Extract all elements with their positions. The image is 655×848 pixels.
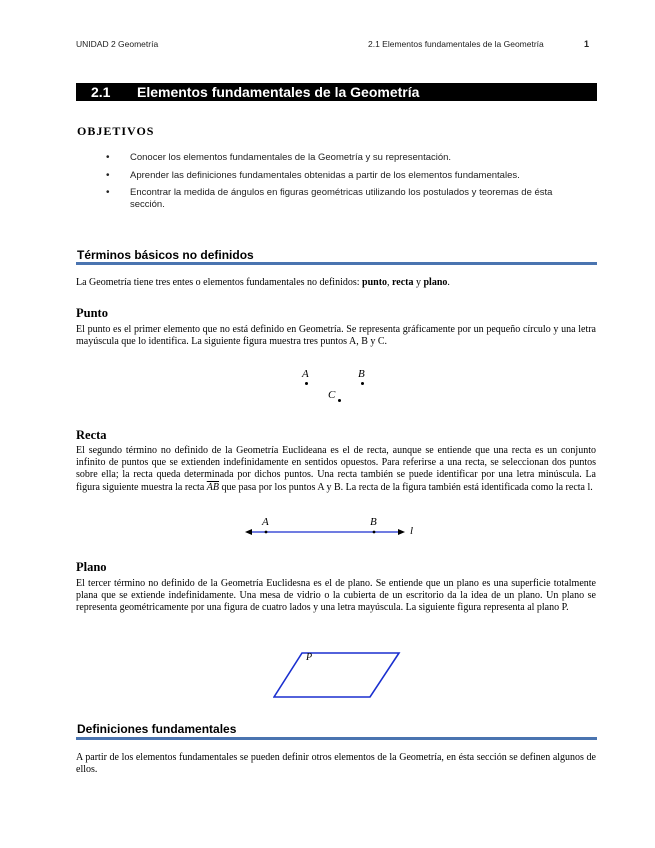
terminos-intro bbox=[76, 277, 596, 289]
intro-sep: y bbox=[413, 277, 424, 288]
point-label-b: B bbox=[358, 368, 365, 380]
line-drawing bbox=[245, 517, 425, 543]
running-header-section: 2.1 Elementos fundamentales de la Geometría bbox=[368, 39, 544, 49]
recta-text-end: que pasa por los puntos A y B. La recta de la figura también está identificada como la recta l. bbox=[219, 481, 593, 493]
section-title: Elementos fundamentales de la Geometría bbox=[137, 84, 420, 100]
objetivos-list bbox=[106, 152, 556, 216]
point-a-dot bbox=[305, 382, 308, 385]
recta-paragraph bbox=[76, 445, 596, 494]
plane-figure bbox=[273, 651, 401, 699]
terminos-heading: Términos básicos no definidos bbox=[77, 248, 254, 262]
plano-paragraph: El tercer término no definido de la Geometría Euclidesna es el de plano. Se entiende que un plano es una superficie totalmente plana que se extiende indefinidamente. Una mesa de vidrio o la cubierta de un escritorio da la idea de un plano. Un plano se representa geométricamente por una figura de cuatro lados y una letra mayúscula. La siguiente figura representa al plano P. bbox=[76, 578, 596, 614]
intro-sep: , bbox=[387, 277, 393, 288]
section-rule bbox=[76, 262, 597, 265]
punto-paragraph: El punto es el primer elemento que no está definido en Geometría. Se representa gráficamente por un pequeño círculo y una letra mayúscula que lo identifica. La siguiente figura muestra tres puntos A, B y C. bbox=[76, 324, 596, 348]
recta-heading: Recta bbox=[76, 428, 107, 442]
line-label-a: A bbox=[262, 516, 269, 528]
point-label-c: C bbox=[328, 389, 336, 401]
term-punto: punto bbox=[362, 277, 388, 288]
objetivo-item: • Conocer los elementos fundamentales de la Geometría y su representación. bbox=[106, 152, 556, 164]
line-figure bbox=[245, 517, 425, 543]
term-recta: recta bbox=[392, 277, 414, 288]
intro-text: La Geometría tiene tres entes o elementos fundamentales no definidos: bbox=[76, 277, 363, 288]
punto-heading: Punto bbox=[76, 306, 108, 320]
page-number: 1 bbox=[584, 39, 590, 49]
plano-heading: Plano bbox=[76, 560, 107, 574]
points-figure bbox=[295, 368, 375, 408]
point-b-dot bbox=[361, 382, 364, 385]
section-title-bar bbox=[76, 83, 597, 101]
intro-end: . bbox=[447, 277, 450, 288]
section-rule bbox=[76, 737, 597, 740]
running-header-unit: UNIDAD 2 Geometría bbox=[76, 39, 159, 49]
definiciones-heading: Definiciones fundamentales bbox=[77, 722, 237, 736]
objetivo-item: • Encontrar la medida de ángulos en figuras geométricas utilizando los postulados y teoremas de ésta sección. bbox=[106, 187, 556, 210]
objetivos-heading: OBJETIVOS bbox=[77, 124, 155, 138]
point-c-dot bbox=[338, 399, 341, 402]
line-label-b: B bbox=[370, 516, 377, 528]
plane-label-p: P bbox=[306, 652, 313, 663]
objetivo-item: • Aprender las definiciones fundamentales obtenidas a partir de los elementos fundamentales. bbox=[106, 170, 556, 182]
term-plano: plano bbox=[423, 277, 448, 288]
segment-ab: $\overline{AB}$ bbox=[206, 481, 219, 493]
recta-text: El segundo término no definido de la Geometría Euclideana es el de recta, aunque se entiende que una recta es un conjunto infinito de puntos que se extienden indefinidamente en sentidos opuestos. Para referirse a una recta, se seleccionan dos puntos sobre ella; la recta queda determinada por dichos puntos. Una recta también se puede identificar por una letra minúscula. La figura siguiente muestra la recta bbox=[76, 445, 596, 493]
line-name-l: l bbox=[410, 525, 414, 537]
section-number: 2.1 bbox=[91, 84, 111, 100]
definiciones-paragraph: A partir de los elementos fundamentales se pueden definir otros elementos de la Geometría, en ésta sección se definen algunos de ellos. bbox=[76, 752, 596, 776]
plane-parallelogram bbox=[273, 651, 401, 699]
point-label-a: A bbox=[302, 368, 309, 380]
